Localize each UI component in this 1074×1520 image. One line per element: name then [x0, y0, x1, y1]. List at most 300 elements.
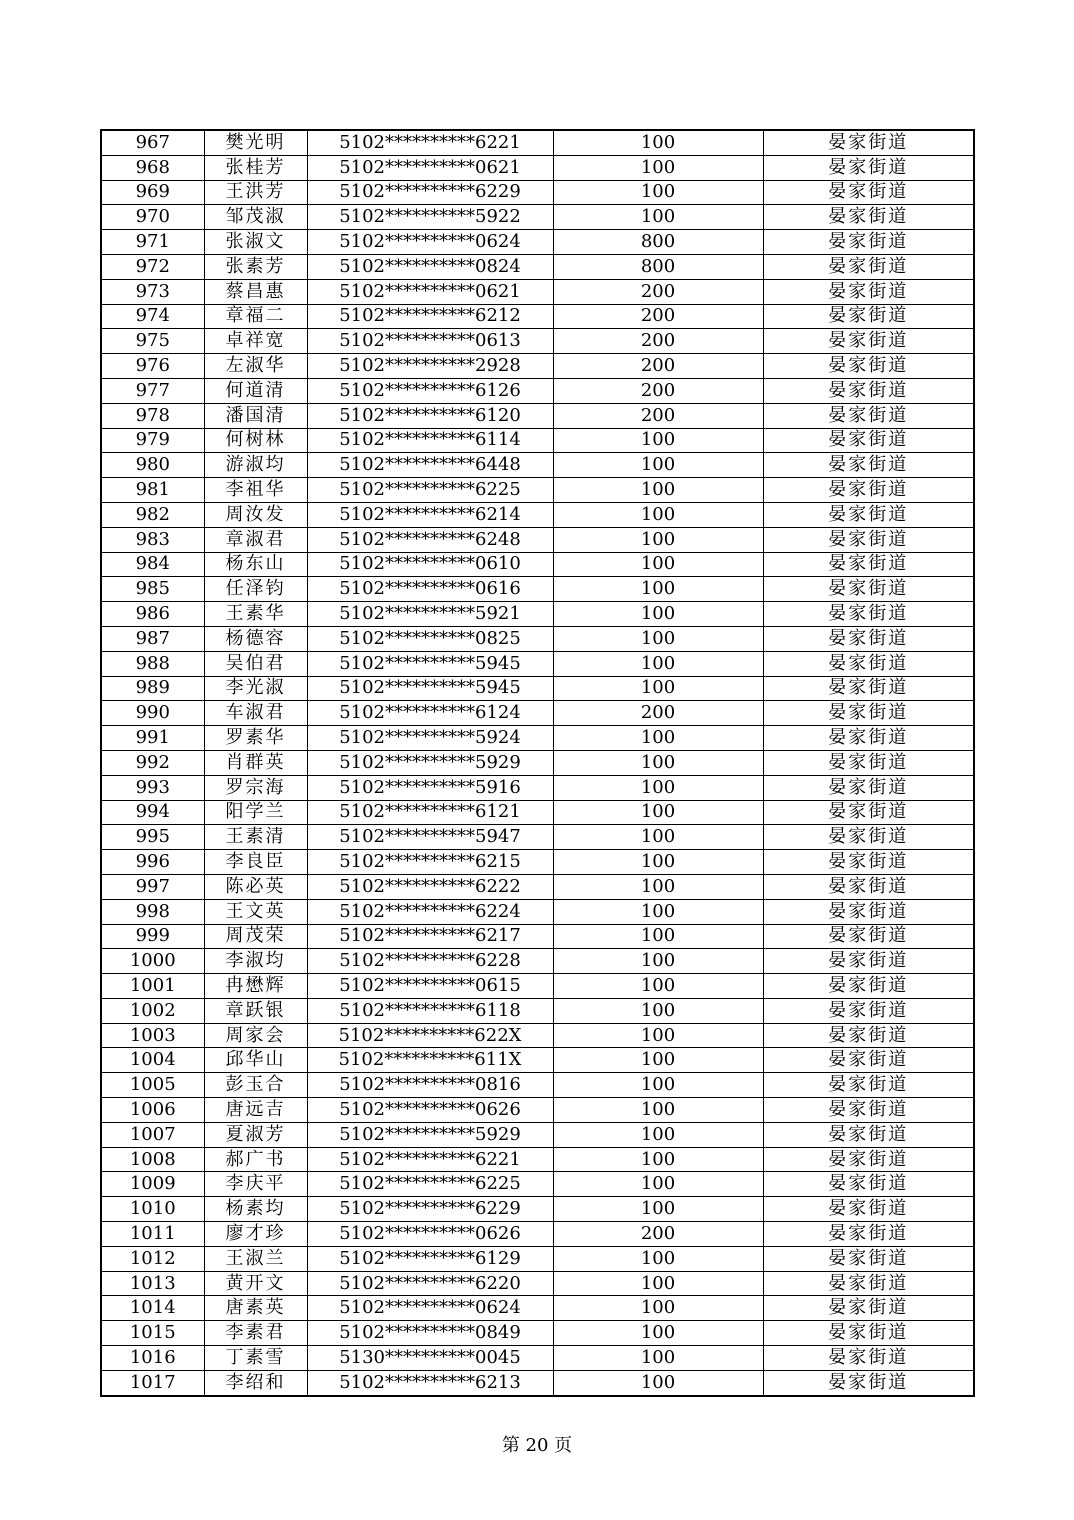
table-row	[101, 478, 974, 503]
table-row	[101, 1271, 974, 1296]
street-cell: 晏家街道	[763, 478, 974, 503]
row-index-cell: 981	[101, 478, 204, 503]
row-index-cell: 996	[101, 850, 204, 875]
name-cell: 王文英	[204, 899, 307, 924]
row-index-cell: 983	[101, 527, 204, 552]
table-row	[101, 949, 974, 974]
amount-cell: 100	[553, 1370, 763, 1395]
name-cell: 章福二	[204, 304, 307, 329]
row-index-cell: 1004	[101, 1048, 204, 1073]
id-number-cell: 5102**********6217	[307, 924, 553, 949]
street-cell: 晏家街道	[763, 1222, 974, 1247]
amount-cell: 100	[553, 949, 763, 974]
street-cell: 晏家街道	[763, 552, 974, 577]
name-cell: 周茂荣	[204, 924, 307, 949]
row-index-cell: 1005	[101, 1073, 204, 1098]
table-row	[101, 701, 974, 726]
id-number-cell: 5102**********0626	[307, 1222, 553, 1247]
name-cell: 张素芳	[204, 254, 307, 279]
street-cell: 晏家街道	[763, 378, 974, 403]
id-number-cell: 5102**********6214	[307, 502, 553, 527]
amount-cell: 200	[553, 329, 763, 354]
amount-cell: 100	[553, 651, 763, 676]
row-index-cell: 977	[101, 378, 204, 403]
row-index-cell: 1011	[101, 1222, 204, 1247]
street-cell: 晏家街道	[763, 1147, 974, 1172]
id-number-cell: 5102**********611X	[307, 1048, 553, 1073]
name-cell: 冉懋辉	[204, 974, 307, 999]
name-cell: 王洪芳	[204, 180, 307, 205]
row-index-cell: 970	[101, 205, 204, 230]
table-row	[101, 354, 974, 379]
id-number-cell: 5102**********5922	[307, 205, 553, 230]
row-index-cell: 992	[101, 750, 204, 775]
amount-cell: 100	[553, 1073, 763, 1098]
table-row	[101, 651, 974, 676]
row-index-cell: 995	[101, 825, 204, 850]
street-cell: 晏家街道	[763, 354, 974, 379]
table-row	[101, 453, 974, 478]
table-row	[101, 800, 974, 825]
table-row	[101, 1098, 974, 1123]
row-index-cell: 1009	[101, 1172, 204, 1197]
id-number-cell: 5102**********2928	[307, 354, 553, 379]
table-row	[101, 279, 974, 304]
amount-cell: 100	[553, 527, 763, 552]
amount-cell: 100	[553, 850, 763, 875]
id-number-cell: 5102**********6222	[307, 874, 553, 899]
name-cell: 阳学兰	[204, 800, 307, 825]
amount-cell: 100	[553, 899, 763, 924]
name-cell: 何树林	[204, 428, 307, 453]
name-cell: 樊光明	[204, 130, 307, 155]
row-index-cell: 979	[101, 428, 204, 453]
row-index-cell: 1001	[101, 974, 204, 999]
name-cell: 杨东山	[204, 552, 307, 577]
name-cell: 张淑文	[204, 230, 307, 255]
name-cell: 李绍和	[204, 1370, 307, 1395]
name-cell: 罗宗海	[204, 775, 307, 800]
street-cell: 晏家街道	[763, 602, 974, 627]
id-number-cell: 5102**********5921	[307, 602, 553, 627]
street-cell: 晏家街道	[763, 949, 974, 974]
row-index-cell: 987	[101, 626, 204, 651]
street-cell: 晏家街道	[763, 180, 974, 205]
table-row	[101, 180, 974, 205]
row-index-cell: 1012	[101, 1246, 204, 1271]
name-cell: 陈必英	[204, 874, 307, 899]
data-table	[100, 129, 975, 1397]
table-row	[101, 1122, 974, 1147]
table-row	[101, 825, 974, 850]
street-cell: 晏家街道	[763, 726, 974, 751]
street-cell: 晏家街道	[763, 651, 974, 676]
row-index-cell: 975	[101, 329, 204, 354]
id-number-cell: 5102**********5945	[307, 651, 553, 676]
amount-cell: 100	[553, 998, 763, 1023]
amount-cell: 100	[553, 874, 763, 899]
name-cell: 彭玉合	[204, 1073, 307, 1098]
row-index-cell: 1002	[101, 998, 204, 1023]
name-cell: 李庆平	[204, 1172, 307, 1197]
row-index-cell: 985	[101, 577, 204, 602]
id-number-cell: 5102**********0610	[307, 552, 553, 577]
id-number-cell: 5102**********6448	[307, 453, 553, 478]
street-cell: 晏家街道	[763, 1023, 974, 1048]
amount-cell: 100	[553, 974, 763, 999]
street-cell: 晏家街道	[763, 998, 974, 1023]
amount-cell: 100	[553, 1023, 763, 1048]
id-number-cell: 5130**********0045	[307, 1346, 553, 1371]
id-number-cell: 5102**********0621	[307, 279, 553, 304]
row-index-cell: 968	[101, 155, 204, 180]
amount-cell: 100	[553, 130, 763, 155]
street-cell: 晏家街道	[763, 428, 974, 453]
amount-cell: 100	[553, 750, 763, 775]
id-number-cell: 5102**********5924	[307, 726, 553, 751]
table-row	[101, 1370, 974, 1395]
amount-cell: 200	[553, 304, 763, 329]
table-row	[101, 205, 974, 230]
id-number-cell: 5102**********5929	[307, 750, 553, 775]
id-number-cell: 5102**********0626	[307, 1098, 553, 1123]
table-row	[101, 924, 974, 949]
row-index-cell: 974	[101, 304, 204, 329]
amount-cell: 100	[553, 1321, 763, 1346]
name-cell: 李素君	[204, 1321, 307, 1346]
row-index-cell: 984	[101, 552, 204, 577]
amount-cell: 100	[553, 1048, 763, 1073]
id-number-cell: 5102**********6229	[307, 180, 553, 205]
street-cell: 晏家街道	[763, 279, 974, 304]
street-cell: 晏家街道	[763, 924, 974, 949]
name-cell: 李淑均	[204, 949, 307, 974]
row-index-cell: 1014	[101, 1296, 204, 1321]
table-row	[101, 1172, 974, 1197]
table-row	[101, 602, 974, 627]
id-number-cell: 5102**********6248	[307, 527, 553, 552]
amount-cell: 200	[553, 378, 763, 403]
id-number-cell: 5102**********5945	[307, 676, 553, 701]
name-cell: 王素清	[204, 825, 307, 850]
table-row	[101, 726, 974, 751]
id-number-cell: 5102**********0849	[307, 1321, 553, 1346]
street-cell: 晏家街道	[763, 1122, 974, 1147]
name-cell: 丁素雪	[204, 1346, 307, 1371]
name-cell: 左淑华	[204, 354, 307, 379]
id-number-cell: 5102**********6126	[307, 378, 553, 403]
id-number-cell: 5102**********6124	[307, 701, 553, 726]
amount-cell: 100	[553, 1122, 763, 1147]
row-index-cell: 1003	[101, 1023, 204, 1048]
table-row	[101, 676, 974, 701]
street-cell: 晏家街道	[763, 899, 974, 924]
name-cell: 车淑君	[204, 701, 307, 726]
amount-cell: 100	[553, 726, 763, 751]
amount-cell: 100	[553, 1346, 763, 1371]
name-cell: 杨德容	[204, 626, 307, 651]
amount-cell: 800	[553, 230, 763, 255]
amount-cell: 200	[553, 1222, 763, 1247]
table-row	[101, 1346, 974, 1371]
amount-cell: 800	[553, 254, 763, 279]
table-row	[101, 155, 974, 180]
street-cell: 晏家街道	[763, 1246, 974, 1271]
name-cell: 李光淑	[204, 676, 307, 701]
name-cell: 蔡昌惠	[204, 279, 307, 304]
row-index-cell: 998	[101, 899, 204, 924]
row-index-cell: 990	[101, 701, 204, 726]
amount-cell: 100	[553, 825, 763, 850]
id-number-cell: 5102**********622X	[307, 1023, 553, 1048]
street-cell: 晏家街道	[763, 1172, 974, 1197]
table-row	[101, 130, 974, 155]
street-cell: 晏家街道	[763, 626, 974, 651]
row-index-cell: 982	[101, 502, 204, 527]
table-row	[101, 304, 974, 329]
id-number-cell: 5102**********6129	[307, 1246, 553, 1271]
amount-cell: 100	[553, 626, 763, 651]
id-number-cell: 5102**********6228	[307, 949, 553, 974]
table-row	[101, 750, 974, 775]
id-number-cell: 5102**********6221	[307, 130, 553, 155]
id-number-cell: 5102**********6221	[307, 1147, 553, 1172]
id-number-cell: 5102**********6213	[307, 1370, 553, 1395]
street-cell: 晏家街道	[763, 825, 974, 850]
id-number-cell: 5102**********6114	[307, 428, 553, 453]
street-cell: 晏家街道	[763, 676, 974, 701]
table-row	[101, 626, 974, 651]
id-number-cell: 5102**********6121	[307, 800, 553, 825]
table-row	[101, 1023, 974, 1048]
name-cell: 邹茂淑	[204, 205, 307, 230]
amount-cell: 100	[553, 577, 763, 602]
street-cell: 晏家街道	[763, 1321, 974, 1346]
table-row	[101, 329, 974, 354]
street-cell: 晏家街道	[763, 403, 974, 428]
street-cell: 晏家街道	[763, 205, 974, 230]
id-number-cell: 5102**********5916	[307, 775, 553, 800]
id-number-cell: 5102**********6225	[307, 478, 553, 503]
table-row	[101, 230, 974, 255]
street-cell: 晏家街道	[763, 304, 974, 329]
name-cell: 吴伯君	[204, 651, 307, 676]
amount-cell: 100	[553, 924, 763, 949]
table-row	[101, 527, 974, 552]
table-row	[101, 254, 974, 279]
name-cell: 何道清	[204, 378, 307, 403]
row-index-cell: 1006	[101, 1098, 204, 1123]
name-cell: 张桂芳	[204, 155, 307, 180]
street-cell: 晏家街道	[763, 1098, 974, 1123]
row-index-cell: 1007	[101, 1122, 204, 1147]
id-number-cell: 5102**********0824	[307, 254, 553, 279]
id-number-cell: 5102**********0624	[307, 1296, 553, 1321]
amount-cell: 100	[553, 1172, 763, 1197]
id-number-cell: 5102**********0613	[307, 329, 553, 354]
street-cell: 晏家街道	[763, 1296, 974, 1321]
amount-cell: 100	[553, 453, 763, 478]
table-row	[101, 1296, 974, 1321]
street-cell: 晏家街道	[763, 874, 974, 899]
row-index-cell: 994	[101, 800, 204, 825]
street-cell: 晏家街道	[763, 130, 974, 155]
street-cell: 晏家街道	[763, 1197, 974, 1222]
table-row	[101, 552, 974, 577]
row-index-cell: 973	[101, 279, 204, 304]
name-cell: 黄开文	[204, 1271, 307, 1296]
row-index-cell: 1008	[101, 1147, 204, 1172]
table-row	[101, 974, 974, 999]
street-cell: 晏家街道	[763, 1073, 974, 1098]
table-row	[101, 1073, 974, 1098]
id-number-cell: 5102**********6224	[307, 899, 553, 924]
amount-cell: 100	[553, 155, 763, 180]
street-cell: 晏家街道	[763, 775, 974, 800]
id-number-cell: 5102**********5947	[307, 825, 553, 850]
id-number-cell: 5102**********0816	[307, 1073, 553, 1098]
row-index-cell: 999	[101, 924, 204, 949]
name-cell: 夏淑芳	[204, 1122, 307, 1147]
name-cell: 邱华山	[204, 1048, 307, 1073]
amount-cell: 100	[553, 602, 763, 627]
amount-cell: 100	[553, 428, 763, 453]
amount-cell: 100	[553, 1098, 763, 1123]
amount-cell: 200	[553, 354, 763, 379]
street-cell: 晏家街道	[763, 1048, 974, 1073]
table-row	[101, 850, 974, 875]
table-row	[101, 428, 974, 453]
table-row	[101, 577, 974, 602]
id-number-cell: 5102**********0615	[307, 974, 553, 999]
amount-cell: 100	[553, 1246, 763, 1271]
table-row	[101, 899, 974, 924]
amount-cell: 100	[553, 502, 763, 527]
name-cell: 王素华	[204, 602, 307, 627]
table-row	[101, 403, 974, 428]
row-index-cell: 1013	[101, 1271, 204, 1296]
row-index-cell: 997	[101, 874, 204, 899]
id-number-cell: 5102**********6215	[307, 850, 553, 875]
row-index-cell: 989	[101, 676, 204, 701]
name-cell: 肖群英	[204, 750, 307, 775]
name-cell: 王淑兰	[204, 1246, 307, 1271]
name-cell: 李良臣	[204, 850, 307, 875]
name-cell: 周汝发	[204, 502, 307, 527]
name-cell: 周家会	[204, 1023, 307, 1048]
street-cell: 晏家街道	[763, 453, 974, 478]
street-cell: 晏家街道	[763, 850, 974, 875]
id-number-cell: 5102**********0621	[307, 155, 553, 180]
row-index-cell: 986	[101, 602, 204, 627]
street-cell: 晏家街道	[763, 230, 974, 255]
name-cell: 章跃银	[204, 998, 307, 1023]
table-row	[101, 775, 974, 800]
name-cell: 唐远吉	[204, 1098, 307, 1123]
table-row	[101, 1048, 974, 1073]
street-cell: 晏家街道	[763, 974, 974, 999]
street-cell: 晏家街道	[763, 1370, 974, 1395]
amount-cell: 200	[553, 279, 763, 304]
amount-cell: 200	[553, 403, 763, 428]
row-index-cell: 1010	[101, 1197, 204, 1222]
amount-cell: 100	[553, 1271, 763, 1296]
id-number-cell: 5102**********6120	[307, 403, 553, 428]
street-cell: 晏家街道	[763, 750, 974, 775]
street-cell: 晏家街道	[763, 701, 974, 726]
name-cell: 卓祥宽	[204, 329, 307, 354]
row-index-cell: 976	[101, 354, 204, 379]
table-row	[101, 1197, 974, 1222]
amount-cell: 100	[553, 478, 763, 503]
amount-cell: 100	[553, 1296, 763, 1321]
id-number-cell: 5102**********5929	[307, 1122, 553, 1147]
amount-cell: 200	[553, 701, 763, 726]
row-index-cell: 993	[101, 775, 204, 800]
table-body	[101, 130, 974, 1396]
name-cell: 郝广书	[204, 1147, 307, 1172]
name-cell: 章淑君	[204, 527, 307, 552]
row-index-cell: 1000	[101, 949, 204, 974]
id-number-cell: 5102**********0825	[307, 626, 553, 651]
id-number-cell: 5102**********6220	[307, 1271, 553, 1296]
amount-cell: 100	[553, 552, 763, 577]
row-index-cell: 969	[101, 180, 204, 205]
street-cell: 晏家街道	[763, 577, 974, 602]
street-cell: 晏家街道	[763, 155, 974, 180]
name-cell: 游淑均	[204, 453, 307, 478]
id-number-cell: 5102**********6212	[307, 304, 553, 329]
table-row	[101, 1222, 974, 1247]
name-cell: 李祖华	[204, 478, 307, 503]
row-index-cell: 971	[101, 230, 204, 255]
amount-cell: 100	[553, 1147, 763, 1172]
amount-cell: 100	[553, 775, 763, 800]
table-row	[101, 874, 974, 899]
row-index-cell: 991	[101, 726, 204, 751]
id-number-cell: 5102**********6225	[307, 1172, 553, 1197]
row-index-cell: 980	[101, 453, 204, 478]
street-cell: 晏家街道	[763, 502, 974, 527]
name-cell: 罗素华	[204, 726, 307, 751]
street-cell: 晏家街道	[763, 527, 974, 552]
amount-cell: 100	[553, 1197, 763, 1222]
id-number-cell: 5102**********6118	[307, 998, 553, 1023]
street-cell: 晏家街道	[763, 800, 974, 825]
name-cell: 任泽钧	[204, 577, 307, 602]
amount-cell: 100	[553, 205, 763, 230]
id-number-cell: 5102**********0624	[307, 230, 553, 255]
table-row	[101, 1147, 974, 1172]
name-cell: 廖才珍	[204, 1222, 307, 1247]
street-cell: 晏家街道	[763, 329, 974, 354]
street-cell: 晏家街道	[763, 1271, 974, 1296]
table-row	[101, 502, 974, 527]
amount-cell: 100	[553, 180, 763, 205]
row-index-cell: 1015	[101, 1321, 204, 1346]
row-index-cell: 1016	[101, 1346, 204, 1371]
amount-cell: 100	[553, 800, 763, 825]
page-number: 第 20 页	[501, 1435, 573, 1456]
amount-cell: 100	[553, 676, 763, 701]
id-number-cell: 5102**********6229	[307, 1197, 553, 1222]
street-cell: 晏家街道	[763, 254, 974, 279]
name-cell: 唐素英	[204, 1296, 307, 1321]
table-row	[101, 378, 974, 403]
street-cell: 晏家街道	[763, 1346, 974, 1371]
row-index-cell: 988	[101, 651, 204, 676]
row-index-cell: 967	[101, 130, 204, 155]
